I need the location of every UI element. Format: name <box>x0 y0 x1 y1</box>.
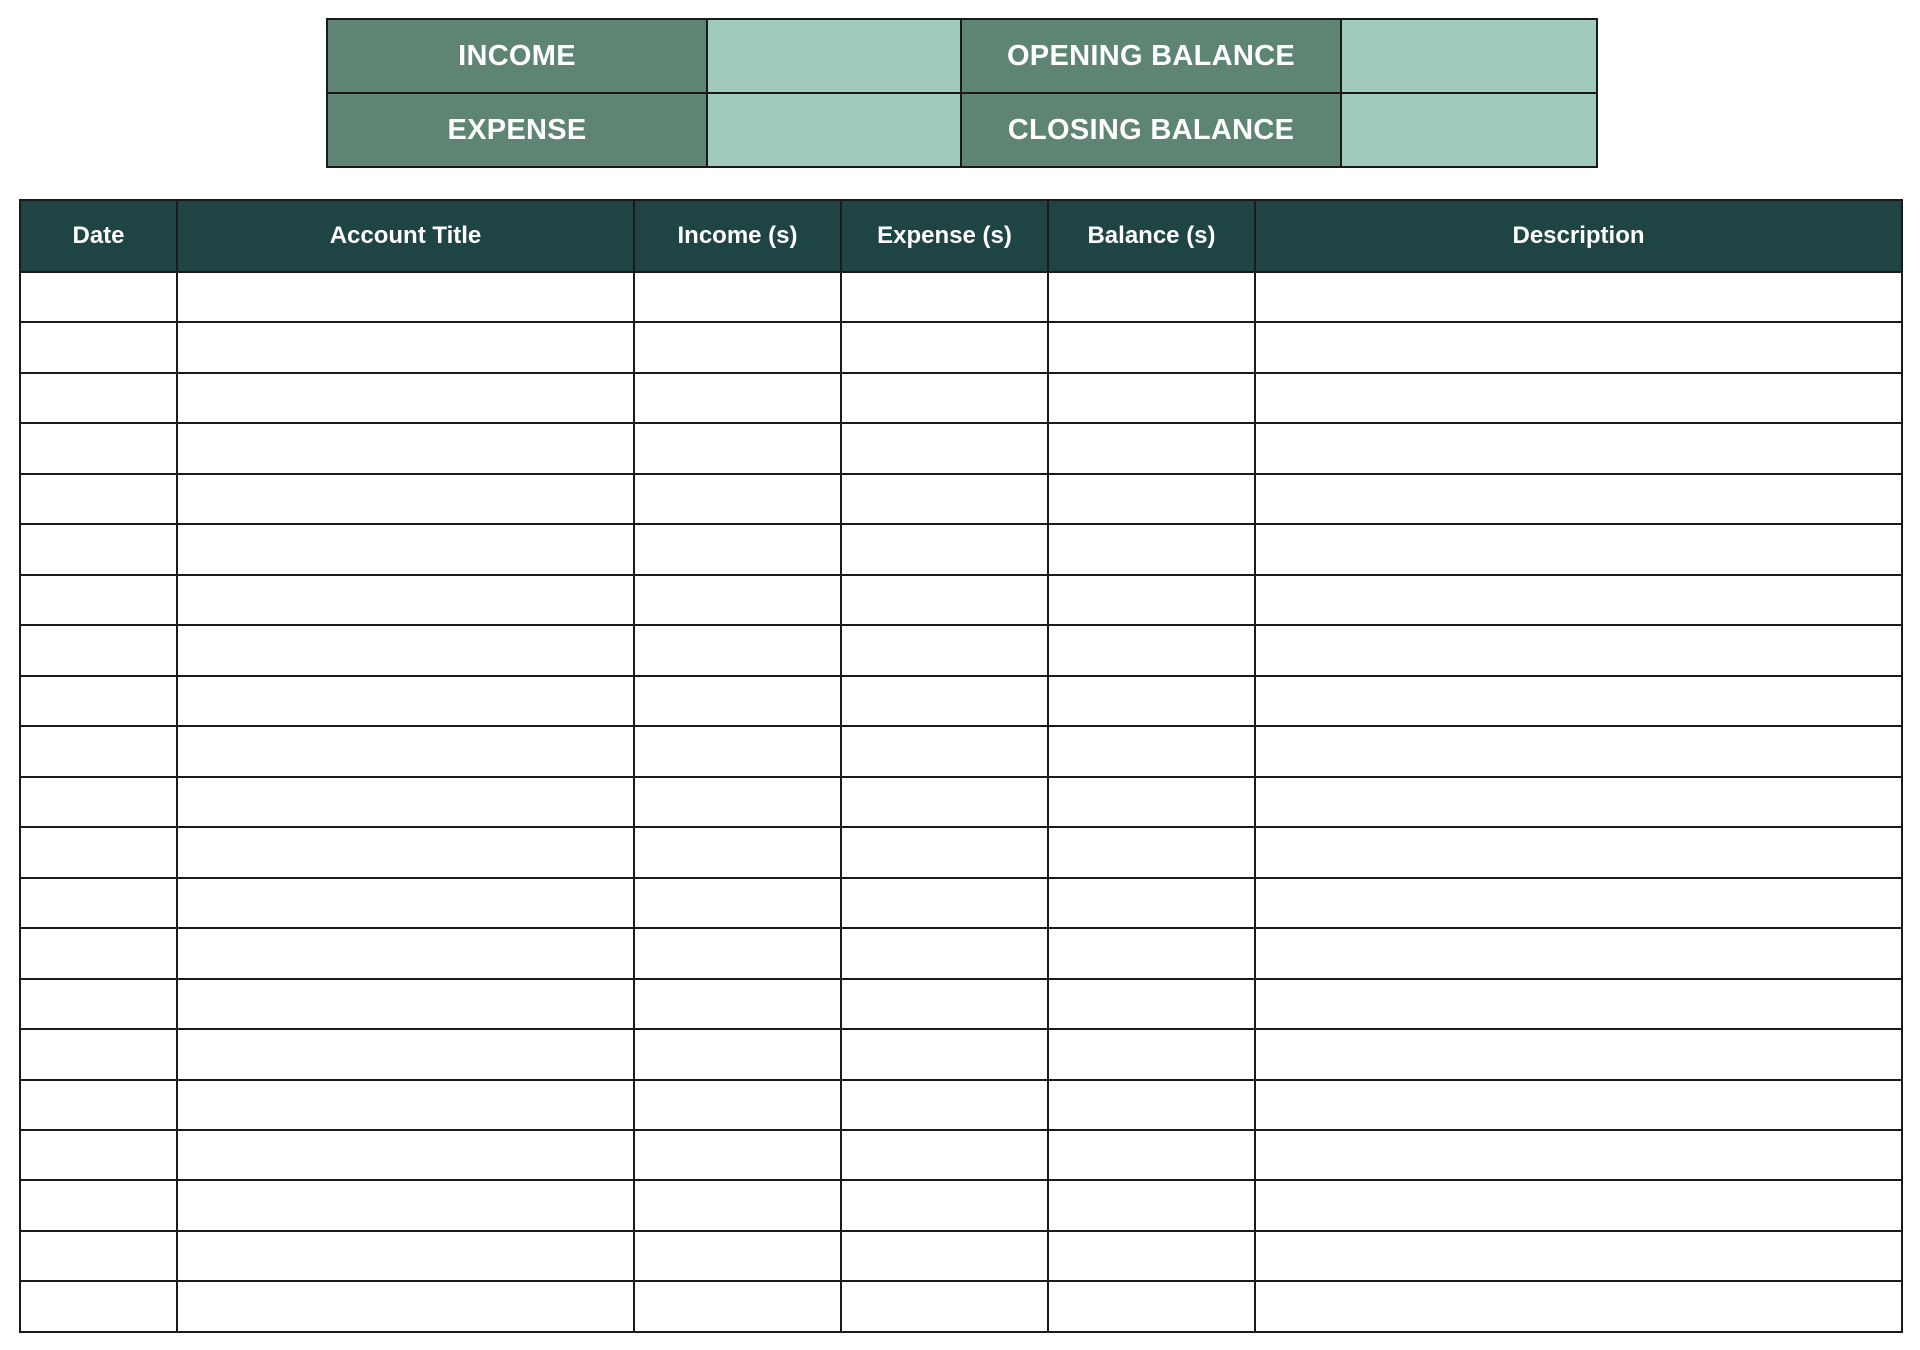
expense-cell[interactable] <box>841 1281 1048 1332</box>
description-cell[interactable] <box>1255 423 1902 473</box>
account-title-cell[interactable] <box>177 827 634 877</box>
date-cell[interactable] <box>20 928 177 978</box>
account-title-cell[interactable] <box>177 272 634 322</box>
income-cell[interactable] <box>634 726 841 776</box>
expense-cell[interactable] <box>841 928 1048 978</box>
expense-cell[interactable] <box>841 575 1048 625</box>
description-cell[interactable] <box>1255 474 1902 524</box>
description-cell[interactable] <box>1255 322 1902 372</box>
account-title-cell[interactable] <box>177 1080 634 1130</box>
balance-cell[interactable] <box>1048 575 1255 625</box>
date-cell[interactable] <box>20 777 177 827</box>
table-row <box>20 474 1902 524</box>
date-cell[interactable] <box>20 1180 177 1230</box>
account-title-cell[interactable] <box>177 1231 634 1281</box>
description-cell[interactable] <box>1255 524 1902 574</box>
account-title-cell[interactable] <box>177 1180 634 1230</box>
expense-cell[interactable] <box>841 423 1048 473</box>
income-cell[interactable] <box>634 777 841 827</box>
table-row <box>20 777 1902 827</box>
table-row <box>20 575 1902 625</box>
description-cell[interactable] <box>1255 726 1902 776</box>
ledger-header-row <box>20 200 1902 272</box>
income-cell[interactable] <box>634 373 841 423</box>
expense-cell[interactable] <box>841 1080 1048 1130</box>
expense-cell[interactable] <box>841 524 1048 574</box>
balance-cell[interactable] <box>1048 625 1255 675</box>
column-header-account-title: Account Title <box>177 200 634 272</box>
description-cell[interactable] <box>1255 777 1902 827</box>
description-cell[interactable] <box>1255 878 1902 928</box>
account-title-cell[interactable] <box>177 423 634 473</box>
income-cell[interactable] <box>634 272 841 322</box>
balance-cell[interactable] <box>1048 1231 1255 1281</box>
income-cell[interactable] <box>634 474 841 524</box>
table-row <box>20 676 1902 726</box>
description-cell[interactable] <box>1255 1231 1902 1281</box>
expense-cell[interactable] <box>841 625 1048 675</box>
balance-cell[interactable] <box>1048 878 1255 928</box>
expense-cell[interactable] <box>841 777 1048 827</box>
description-cell[interactable] <box>1255 1281 1902 1332</box>
date-cell[interactable] <box>20 979 177 1029</box>
date-cell[interactable] <box>20 726 177 776</box>
income-cell[interactable] <box>634 827 841 877</box>
expense-cell[interactable] <box>841 1029 1048 1079</box>
date-cell[interactable] <box>20 423 177 473</box>
description-cell[interactable] <box>1255 625 1902 675</box>
description-cell[interactable] <box>1255 1029 1902 1079</box>
income-cell[interactable] <box>634 979 841 1029</box>
table-row <box>20 272 1902 322</box>
income-cell[interactable] <box>634 878 841 928</box>
table-row <box>20 1130 1902 1180</box>
income-value-field[interactable] <box>707 19 961 93</box>
date-cell[interactable] <box>20 373 177 423</box>
balance-cell[interactable] <box>1048 322 1255 372</box>
account-title-cell[interactable] <box>177 676 634 726</box>
income-cell[interactable] <box>634 575 841 625</box>
table-row <box>20 423 1902 473</box>
summary-row-income <box>327 19 1597 93</box>
expense-cell[interactable] <box>841 979 1048 1029</box>
date-cell[interactable] <box>20 1080 177 1130</box>
description-cell[interactable] <box>1255 676 1902 726</box>
column-header-income: Income (s) <box>634 200 841 272</box>
balance-cell[interactable] <box>1048 777 1255 827</box>
ledger-body <box>20 272 1902 1332</box>
date-cell[interactable] <box>20 676 177 726</box>
description-cell[interactable] <box>1255 1080 1902 1130</box>
date-cell[interactable] <box>20 524 177 574</box>
balance-cell[interactable] <box>1048 827 1255 877</box>
account-title-cell[interactable] <box>177 878 634 928</box>
date-cell[interactable] <box>20 474 177 524</box>
table-row <box>20 322 1902 372</box>
expense-value-field[interactable] <box>707 93 961 167</box>
account-title-cell[interactable] <box>177 979 634 1029</box>
expense-cell[interactable] <box>841 676 1048 726</box>
account-title-cell[interactable] <box>177 575 634 625</box>
closing-balance-value-field[interactable] <box>1341 93 1597 167</box>
account-title-cell[interactable] <box>177 1281 634 1332</box>
balance-cell[interactable] <box>1048 1180 1255 1230</box>
income-cell[interactable] <box>634 1029 841 1079</box>
account-title-cell[interactable] <box>177 322 634 372</box>
table-row <box>20 625 1902 675</box>
date-cell[interactable] <box>20 625 177 675</box>
balance-cell[interactable] <box>1048 1029 1255 1079</box>
description-cell[interactable] <box>1255 575 1902 625</box>
column-header-date: Date <box>20 200 177 272</box>
description-cell[interactable] <box>1255 1130 1902 1180</box>
table-row <box>20 1281 1902 1332</box>
expense-cell[interactable] <box>841 726 1048 776</box>
expense-cell[interactable] <box>841 322 1048 372</box>
account-title-cell[interactable] <box>177 1029 634 1079</box>
income-cell[interactable] <box>634 1180 841 1230</box>
balance-cell[interactable] <box>1048 1080 1255 1130</box>
description-cell[interactable] <box>1255 1180 1902 1230</box>
expense-cell[interactable] <box>841 878 1048 928</box>
balance-cell[interactable] <box>1048 373 1255 423</box>
column-header-description: Description <box>1255 200 1902 272</box>
date-cell[interactable] <box>20 1281 177 1332</box>
summary-row-expense <box>327 93 1597 167</box>
balance-cell[interactable] <box>1048 474 1255 524</box>
account-title-cell[interactable] <box>177 1130 634 1180</box>
balance-cell[interactable] <box>1048 979 1255 1029</box>
account-title-cell[interactable] <box>177 777 634 827</box>
income-cell[interactable] <box>634 524 841 574</box>
description-cell[interactable] <box>1255 373 1902 423</box>
balance-cell[interactable] <box>1048 272 1255 322</box>
opening-balance-label: OPENING BALANCE <box>961 19 1341 93</box>
expense-cell[interactable] <box>841 1231 1048 1281</box>
expense-cell[interactable] <box>841 1130 1048 1180</box>
income-cell[interactable] <box>634 928 841 978</box>
account-title-cell[interactable] <box>177 726 634 776</box>
expense-cell[interactable] <box>841 474 1048 524</box>
balance-cell[interactable] <box>1048 726 1255 776</box>
account-title-cell[interactable] <box>177 474 634 524</box>
closing-balance-label: CLOSING BALANCE <box>961 93 1341 167</box>
table-row <box>20 1231 1902 1281</box>
income-cell[interactable] <box>634 625 841 675</box>
date-cell[interactable] <box>20 272 177 322</box>
income-cell[interactable] <box>634 1130 841 1180</box>
column-header-expense: Expense (s) <box>841 200 1048 272</box>
income-cell[interactable] <box>634 1281 841 1332</box>
balance-cell[interactable] <box>1048 524 1255 574</box>
date-cell[interactable] <box>20 1130 177 1180</box>
date-cell[interactable] <box>20 575 177 625</box>
expense-cell[interactable] <box>841 373 1048 423</box>
income-cell[interactable] <box>634 322 841 372</box>
balance-cell[interactable] <box>1048 676 1255 726</box>
table-row <box>20 373 1902 423</box>
table-row <box>20 1080 1902 1130</box>
opening-balance-value-field[interactable] <box>1341 19 1597 93</box>
expense-cell[interactable] <box>841 1180 1048 1230</box>
description-cell[interactable] <box>1255 928 1902 978</box>
date-cell[interactable] <box>20 1029 177 1079</box>
account-title-cell[interactable] <box>177 928 634 978</box>
summary-table <box>326 18 1598 168</box>
table-row <box>20 827 1902 877</box>
income-cell[interactable] <box>634 1080 841 1130</box>
table-row <box>20 524 1902 574</box>
balance-cell[interactable] <box>1048 423 1255 473</box>
balance-cell[interactable] <box>1048 1281 1255 1332</box>
date-cell[interactable] <box>20 322 177 372</box>
description-cell[interactable] <box>1255 827 1902 877</box>
account-title-cell[interactable] <box>177 625 634 675</box>
expense-cell[interactable] <box>841 827 1048 877</box>
date-cell[interactable] <box>20 827 177 877</box>
income-cell[interactable] <box>634 1231 841 1281</box>
balance-cell[interactable] <box>1048 1130 1255 1180</box>
table-row <box>20 1029 1902 1079</box>
account-title-cell[interactable] <box>177 373 634 423</box>
table-row <box>20 979 1902 1029</box>
table-row <box>20 1180 1902 1230</box>
income-cell[interactable] <box>634 423 841 473</box>
balance-cell[interactable] <box>1048 928 1255 978</box>
ledger-table <box>19 199 1903 1333</box>
column-header-balance: Balance (s) <box>1048 200 1255 272</box>
income-label: INCOME <box>327 19 707 93</box>
expense-cell[interactable] <box>841 272 1048 322</box>
table-row <box>20 878 1902 928</box>
date-cell[interactable] <box>20 1231 177 1281</box>
account-title-cell[interactable] <box>177 524 634 574</box>
income-cell[interactable] <box>634 676 841 726</box>
expense-label: EXPENSE <box>327 93 707 167</box>
table-row <box>20 928 1902 978</box>
description-cell[interactable] <box>1255 979 1902 1029</box>
description-cell[interactable] <box>1255 272 1902 322</box>
table-row <box>20 726 1902 776</box>
date-cell[interactable] <box>20 878 177 928</box>
